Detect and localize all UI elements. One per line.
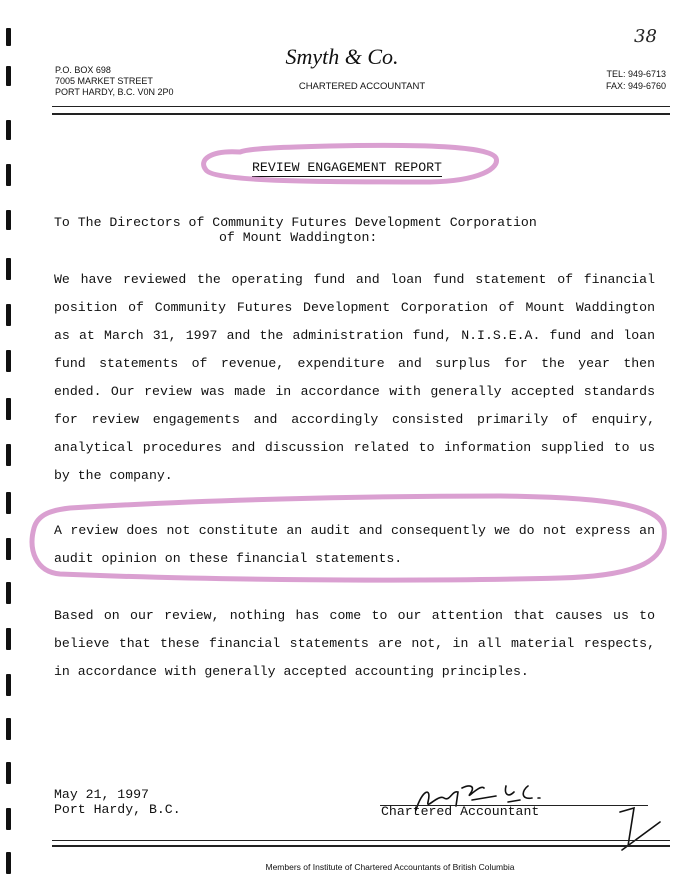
footer-membership-note: Members of Institute of Chartered Accountants of British Columbia [265, 862, 515, 872]
telephone: TEL: 949-6713 [606, 69, 666, 79]
firm-name: Smyth & Co. [285, 44, 399, 69]
footer-rule [52, 845, 670, 847]
binder-mark [6, 808, 11, 830]
firm-contact [596, 68, 666, 92]
binder-mark [6, 398, 11, 420]
footer-rule [52, 840, 670, 841]
binder-mark [6, 304, 11, 326]
firm-subtitle: CHARTERED ACCOUNTANT [298, 81, 426, 92]
binder-mark [6, 210, 11, 230]
address-line: PORT HARDY, B.C. V0N 2P0 [55, 87, 174, 97]
handwritten-page-number: 38 [634, 26, 657, 47]
binder-mark [6, 628, 11, 650]
binder-mark [6, 674, 11, 696]
salutation-line: To The Directors of Community Futures Development Corporation [54, 215, 537, 230]
binder-mark [6, 164, 11, 186]
report-date: May 21, 1997 [54, 787, 149, 802]
binder-mark [6, 718, 11, 740]
report-paragraph-disclaimer: A review does not constitute an audit and consequently we do not express an audit opinion on these financial statements. [54, 523, 655, 566]
binder-mark [6, 492, 11, 514]
salutation-line: of Mount Waddington: [219, 230, 378, 245]
binder-mark [6, 582, 11, 604]
binder-hole-marks [0, 0, 20, 887]
binder-mark [6, 444, 11, 466]
binder-mark [6, 538, 11, 560]
address-line: P.O. BOX 698 [55, 65, 111, 75]
binder-mark [6, 120, 11, 140]
report-paragraph: We have reviewed the operating fund and loan fund statement of financial position of Community Futures Development Corporation of Mount Waddington as at March 31, 1997 and the administration fund, N.I.S.E.A. fund and loan fund statements of revenue, expenditure and surplus for the year then ended. Our review was made in accordance with generally accepted standards for review engagements and accordingly consisted primarily of enquiry, analytical procedures and discussion related to information supplied to us by the company. [54, 272, 655, 483]
date-place-block [54, 787, 181, 817]
report-place: Port Hardy, B.C. [54, 802, 181, 817]
binder-mark [6, 762, 11, 784]
salutation [54, 215, 537, 245]
header-rule [52, 106, 670, 107]
report-paragraph-conclusion: Based on our review, nothing has come to our attention that causes us to believe that these financial statements are not, in all material respects, in accordance with generally accepted accounting principles. [54, 608, 655, 679]
fax: FAX: 949-6760 [605, 81, 666, 91]
binder-mark [6, 350, 11, 372]
signature-label: Chartered Accountant [381, 804, 540, 819]
header-rule [52, 113, 670, 115]
binder-mark [6, 258, 11, 280]
address-line: 7005 MARKET STREET [55, 76, 153, 86]
report-title: REVIEW ENGAGEMENT REPORT [252, 160, 442, 175]
